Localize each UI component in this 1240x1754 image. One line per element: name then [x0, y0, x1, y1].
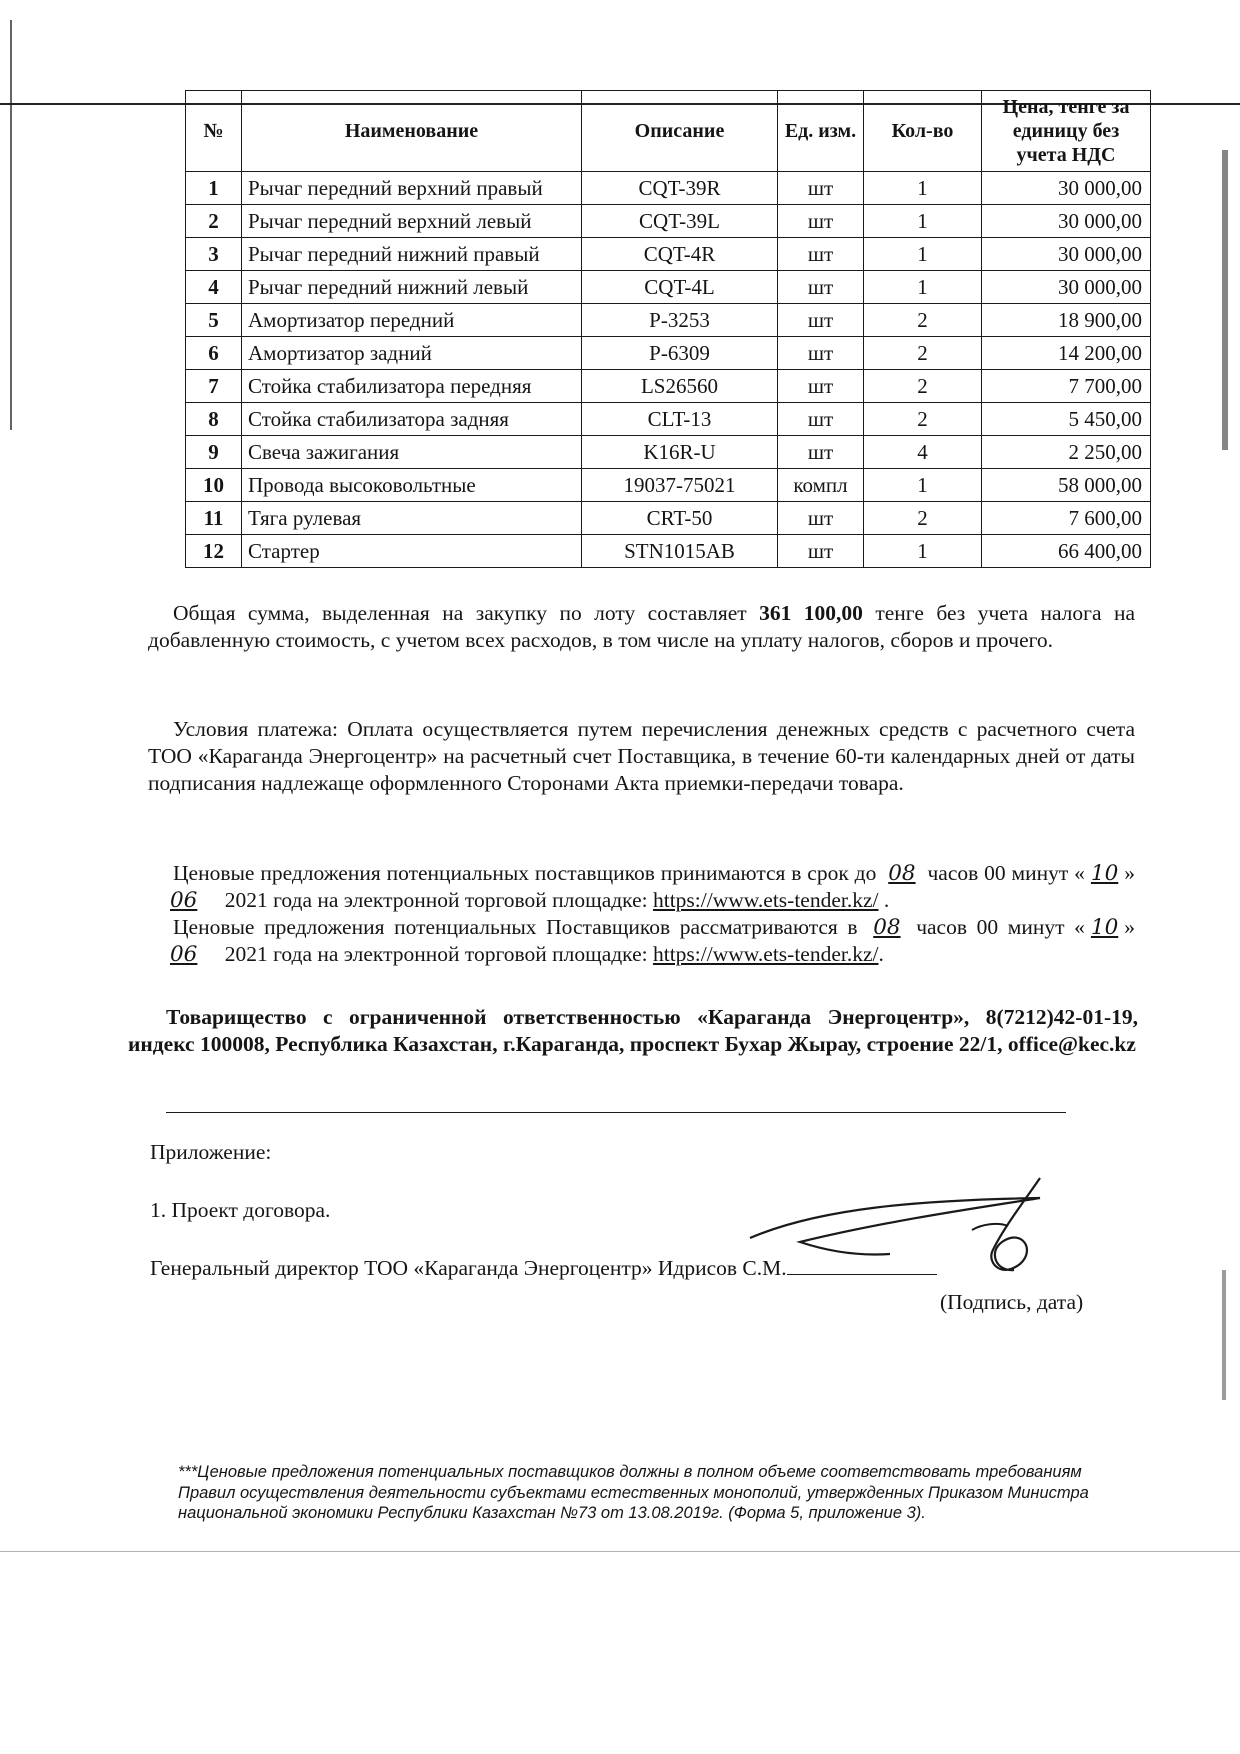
deadline-2-url-link[interactable]: https://www.ets-tender.kz/	[652, 942, 879, 966]
deadline-submission	[148, 860, 1135, 914]
row-number: 12	[186, 535, 242, 568]
payment-text: Условия платежа: Оплата осуществляется путем перечисления денежных средств с расчетного счета ТОО «Караганда Энергоцентр» на расчетный счет Поставщика, в течение 60-ти календарных дней от даты подписания надлежаще оформленного Сторонами Акта приемки-передачи товара.	[148, 717, 1135, 795]
row-name: Амортизатор задний	[242, 337, 582, 370]
row-number: 6	[186, 337, 242, 370]
row-number: 2	[186, 205, 242, 238]
attachment-label: Приложение:	[150, 1140, 272, 1164]
row-quantity: 2	[864, 502, 982, 535]
row-description: P-6309	[582, 337, 778, 370]
row-price: 30 000,00	[982, 172, 1151, 205]
row-description: LS26560	[582, 370, 778, 403]
header-unit: Ед. изм.	[778, 91, 864, 172]
row-price: 7 700,00	[982, 370, 1151, 403]
deadline-1-text-d: 2021 года на электронной торговой площадке:	[224, 888, 648, 912]
row-price: 58 000,00	[982, 469, 1151, 502]
header-description: Описание	[582, 91, 778, 172]
table-row	[186, 436, 1151, 469]
header-quantity: Кол-во	[864, 91, 982, 172]
row-price: 30 000,00	[982, 205, 1151, 238]
table-row	[186, 172, 1151, 205]
deadline-2-hour: 08	[873, 915, 901, 940]
deadline-2-text-c: »	[1124, 915, 1135, 939]
deadline-review	[148, 914, 1135, 968]
scan-bottom-dotted-line	[0, 1551, 1240, 1552]
row-unit: шт	[778, 271, 864, 304]
row-name: Тяга рулевая	[242, 502, 582, 535]
row-name: Рычаг передний верхний левый	[242, 205, 582, 238]
row-number: 11	[186, 502, 242, 535]
deadline-2-text-d: 2021 года на электронной торговой площадке:	[224, 942, 648, 966]
row-number: 5	[186, 304, 242, 337]
row-description: CQT-4L	[582, 271, 778, 304]
payment-paragraph	[148, 716, 1135, 797]
row-unit: шт	[778, 337, 864, 370]
deadline-2-end: .	[878, 942, 884, 966]
header-name: Наименование	[242, 91, 582, 172]
row-number: 3	[186, 238, 242, 271]
row-unit: шт	[778, 535, 864, 568]
table-row	[186, 205, 1151, 238]
company-text: Товарищество с ограниченной ответственностью «Караганда Энергоцентр», 8(7212)42-01-19, индекс 100008, Республика Казахстан, г.Караганда, проспект Бухар Жырау, строение 22/1, office@kec.kz	[128, 1005, 1138, 1056]
table-row	[186, 271, 1151, 304]
row-name: Рычаг передний верхний правый	[242, 172, 582, 205]
table-row	[186, 469, 1151, 502]
table-header-row	[186, 91, 1151, 172]
row-quantity: 1	[864, 469, 982, 502]
row-quantity: 1	[864, 238, 982, 271]
scan-left-edge	[10, 20, 12, 430]
row-price: 2 250,00	[982, 436, 1151, 469]
table-row	[186, 304, 1151, 337]
row-unit: шт	[778, 205, 864, 238]
deadline-1-text-b: часов 00 минут «	[927, 861, 1085, 885]
row-name: Свеча зажигания	[242, 436, 582, 469]
table-row	[186, 370, 1151, 403]
deadline-2-month: 06	[170, 942, 198, 967]
row-price: 18 900,00	[982, 304, 1151, 337]
row-description: CQT-39R	[582, 172, 778, 205]
total-paragraph	[148, 600, 1135, 654]
row-quantity: 1	[864, 535, 982, 568]
deadline-1-end: .	[883, 888, 890, 912]
row-quantity: 2	[864, 370, 982, 403]
total-text-before: Общая сумма, выделенная на закупку по лоту составляет	[173, 601, 747, 625]
row-number: 4	[186, 271, 242, 304]
row-quantity: 1	[864, 205, 982, 238]
row-description: P-3253	[582, 304, 778, 337]
table-row	[186, 403, 1151, 436]
row-name: Стойка стабилизатора передняя	[242, 370, 582, 403]
row-quantity: 1	[864, 172, 982, 205]
deadline-1-url-link[interactable]: https://www.ets-tender.kz/	[652, 888, 879, 912]
row-unit: шт	[778, 370, 864, 403]
row-description: CLT-13	[582, 403, 778, 436]
deadline-1-month: 06	[170, 888, 198, 913]
attachment-item: 1. Проект договора.	[150, 1198, 331, 1222]
row-name: Провода высоковольтные	[242, 469, 582, 502]
row-name: Амортизатор передний	[242, 304, 582, 337]
row-unit: шт	[778, 403, 864, 436]
total-amount: 361 100,00	[759, 601, 863, 625]
row-name: Рычаг передний нижний правый	[242, 238, 582, 271]
row-description: K16R-U	[582, 436, 778, 469]
separator-line	[166, 1112, 1066, 1113]
row-unit: шт	[778, 304, 864, 337]
deadline-2-day: 10	[1090, 915, 1119, 940]
row-number: 8	[186, 403, 242, 436]
row-price: 14 200,00	[982, 337, 1151, 370]
deadline-1-hour: 08	[888, 861, 916, 886]
row-price: 7 600,00	[982, 502, 1151, 535]
row-quantity: 4	[864, 436, 982, 469]
row-number: 9	[186, 436, 242, 469]
table-row	[186, 238, 1151, 271]
table-row	[186, 337, 1151, 370]
row-price: 30 000,00	[982, 238, 1151, 271]
row-quantity: 2	[864, 403, 982, 436]
row-unit: шт	[778, 502, 864, 535]
signature-caption: (Подпись, дата)	[940, 1290, 1084, 1314]
scan-right-edge-2	[1222, 1270, 1226, 1400]
row-price: 5 450,00	[982, 403, 1151, 436]
scan-right-edge-1	[1222, 150, 1228, 450]
row-price: 30 000,00	[982, 271, 1151, 304]
deadline-2-text-a: Ценовые предложения потенциальных Поставщиков рассматриваются в	[173, 915, 858, 939]
row-quantity: 2	[864, 304, 982, 337]
row-number: 7	[186, 370, 242, 403]
row-number: 1	[186, 172, 242, 205]
items-table	[185, 90, 1151, 568]
row-name: Стартер	[242, 535, 582, 568]
total-text-after: тенге без учета налога на добавленную стоимость, с учетом всех расходов, в том числе на уплату налогов, сборов и прочего.	[148, 601, 1136, 652]
deadline-2-text-b: часов 00 минут «	[916, 915, 1085, 939]
footnote: ***Ценовые предложения потенциальных поставщиков должны в полном объеме соответствовать требованиям Правил осуществления деятельности субъектами естественных монополий, утвержденных Приказом Министра национальной экономики Республики Казахстан №73 от 13.08.2019г. (Форма 5, приложение 3).	[178, 1463, 1089, 1522]
row-number: 10	[186, 469, 242, 502]
row-unit: шт	[778, 436, 864, 469]
row-description: CQT-4R	[582, 238, 778, 271]
row-description: STN1015AB	[582, 535, 778, 568]
row-name: Стойка стабилизатора задняя	[242, 403, 582, 436]
row-description: 19037-75021	[582, 469, 778, 502]
signatory-text: Генеральный директор ТОО «Караганда Энергоцентр» Идрисов С.М.	[150, 1256, 787, 1280]
row-quantity: 2	[864, 337, 982, 370]
company-details	[128, 1004, 1138, 1058]
table-row	[186, 502, 1151, 535]
signatory-line	[150, 1256, 937, 1281]
deadline-1-day: 10	[1090, 861, 1119, 886]
header-number: №	[186, 91, 242, 172]
row-unit: шт	[778, 238, 864, 271]
deadline-1-text-c: »	[1124, 861, 1136, 885]
row-description: CQT-39L	[582, 205, 778, 238]
row-unit: шт	[778, 172, 864, 205]
header-price: Цена, тенге за единицу без учета НДС	[982, 91, 1151, 172]
row-name: Рычаг передний нижний левый	[242, 271, 582, 304]
deadline-1-text-a: Ценовые предложения потенциальных поставщиков принимаются в срок до	[173, 861, 877, 885]
signature-field	[787, 1256, 937, 1275]
row-unit: компл	[778, 469, 864, 502]
row-description: CRT-50	[582, 502, 778, 535]
row-price: 66 400,00	[982, 535, 1151, 568]
row-quantity: 1	[864, 271, 982, 304]
table-row	[186, 535, 1151, 568]
